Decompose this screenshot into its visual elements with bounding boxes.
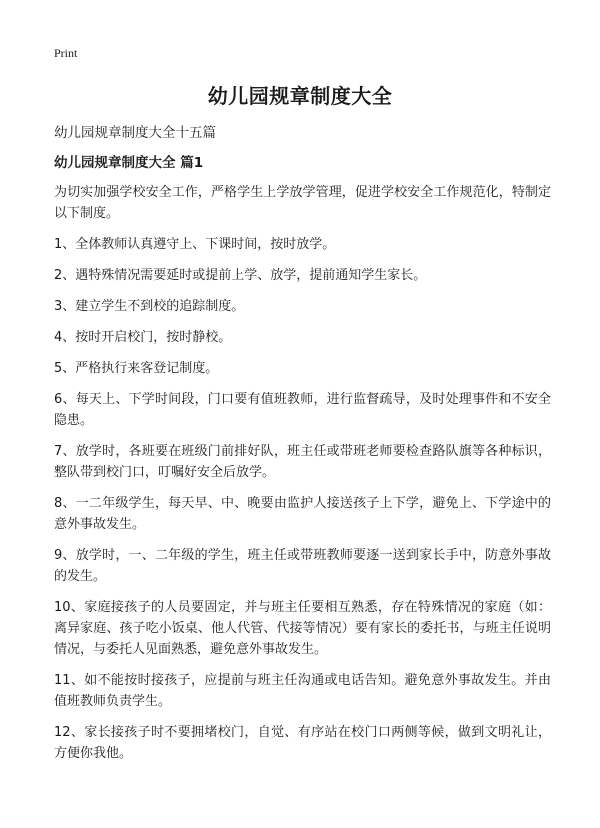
document-body	[54, 182, 551, 774]
print-link[interactable]: Print	[54, 46, 78, 60]
rule-item-7: 7、放学时，各班要在班级门前排好队，班主任或带班老师要检查路队旗等各种标识，整队带到校门口，叮嘱好安全后放学。	[54, 444, 551, 480]
rule-item-8: 8、一二年级学生，每天早、中、晚要由监护人接送孩子上下学，避免上、下学途中的意外事故发生。	[54, 496, 551, 532]
document-subtitle: 幼儿园规章制度大全十五篇	[54, 125, 216, 141]
rule-item-10: 10、家庭接孩子的人员要固定，并与班主任要相互熟悉，存在特殊情况的家庭（如：离异家庭、孩子吃小饭桌、他人代管、代接等情况）要有家长的委托书，与班主任说明情况，与委托人见面熟悉，避免意外事故发生。	[54, 600, 551, 657]
rule-item-1: 1、全体教师认真遵守上、下课时间，按时放学。	[54, 237, 336, 252]
rule-item-3: 3、建立学生不到校的追踪制度。	[54, 299, 245, 314]
section-heading: 幼儿园规章制度大全 篇1	[54, 155, 204, 171]
page-title: 幼儿园规章制度大全	[207, 84, 393, 108]
rule-item-2: 2、遇特殊情况需要延时或提前上学、放学，提前通知学生家长。	[54, 268, 427, 283]
rule-item-11: 11、如不能按时接孩子，应提前与班主任沟通或电话告知。避免意外事故发生。并由值班教师负责学生。	[54, 673, 551, 709]
paragraph-intro: 为切实加强学校安全工作，严格学生上学放学管理，促进学校安全工作规范化，特制定以下制度。	[54, 185, 551, 221]
rule-item-12: 12、家长接孩子时不要拥堵校门，自觉、有序站在校门口两侧等候，做到文明礼让，方便你我他。	[54, 725, 551, 761]
rule-item-4: 4、按时开启校门，按时静校。	[54, 330, 232, 345]
rule-item-6: 6、每天上、下学时间段，门口要有值班教师，进行监督疏导，及时处理事件和不安全隐患。	[54, 392, 551, 428]
rule-item-9: 9、放学时，一、二年级的学生，班主任或带班教师要逐一送到家长手中，防意外事故的发生。	[54, 548, 551, 584]
rule-item-5: 5、严格执行来客登记制度。	[54, 361, 219, 376]
